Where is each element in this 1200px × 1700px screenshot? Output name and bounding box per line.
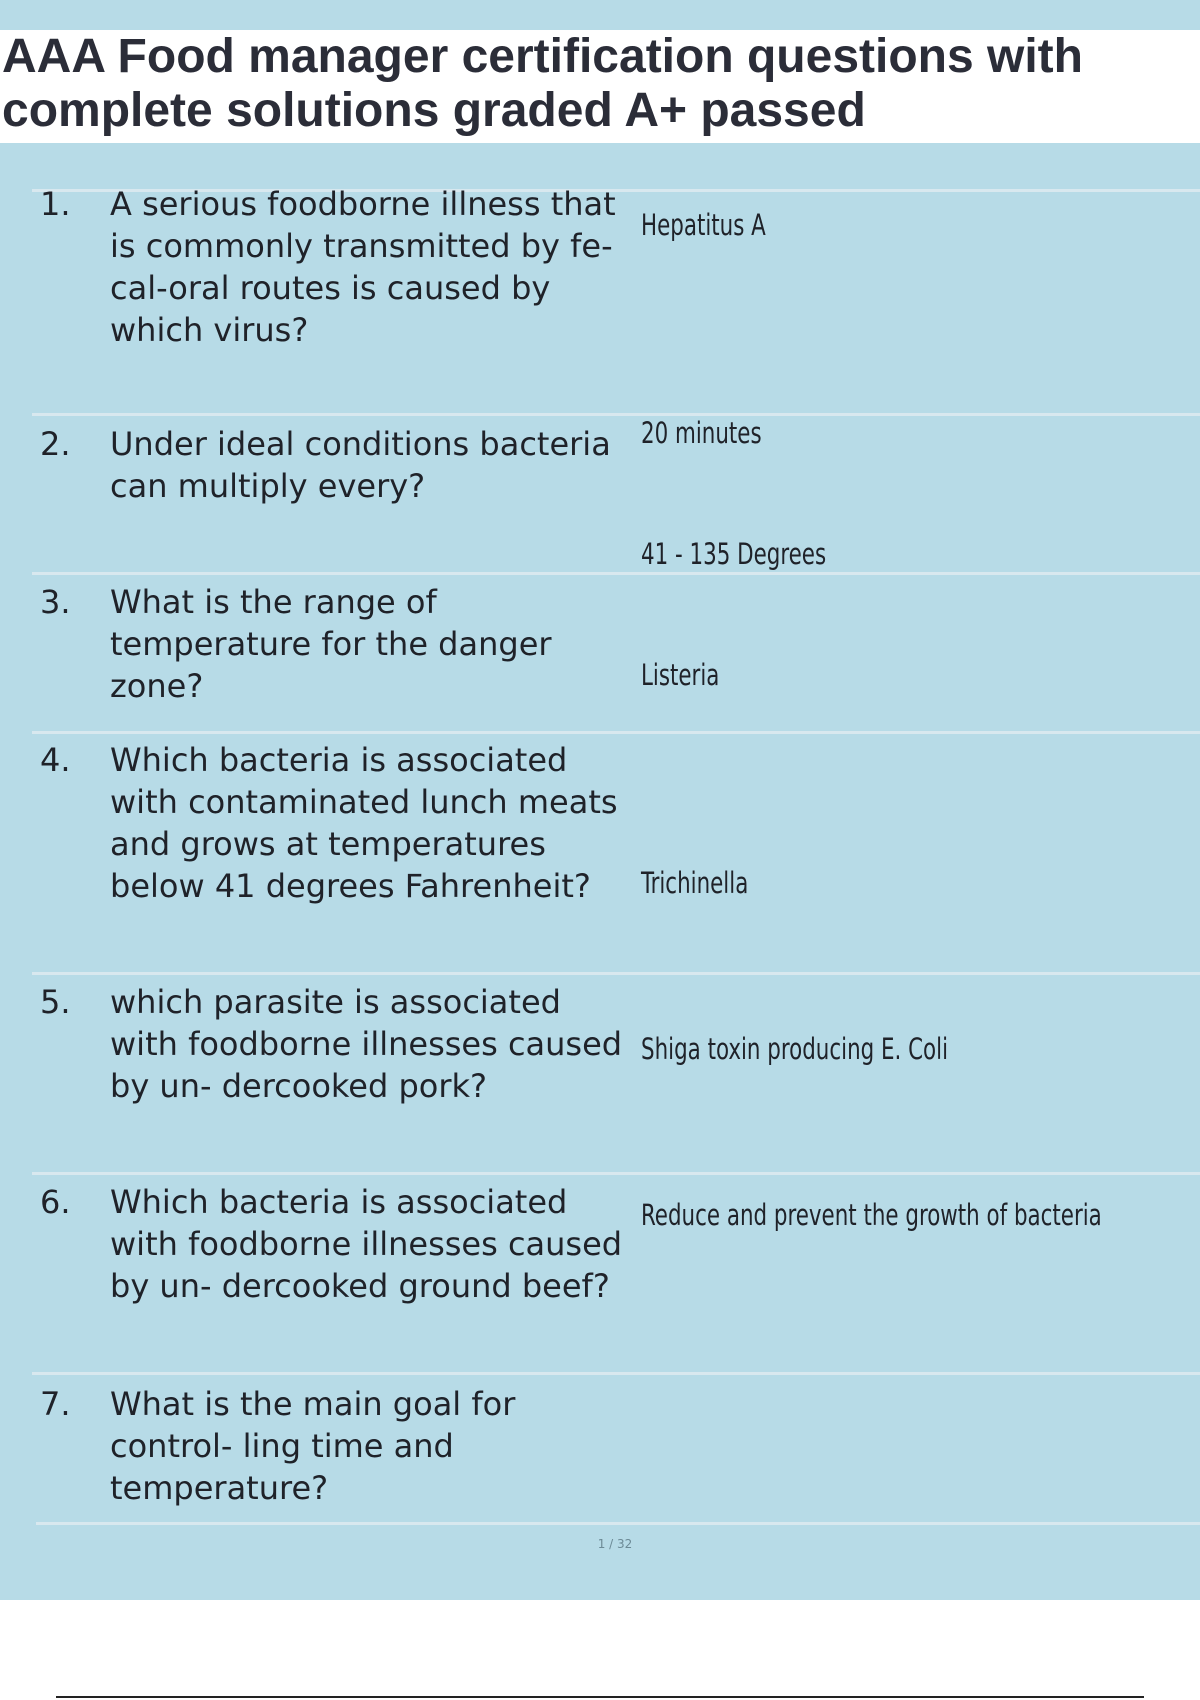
question-number: 1. xyxy=(40,185,71,223)
question-number: 2. xyxy=(40,425,71,463)
answer-text: 41 - 135 Degrees xyxy=(641,537,827,571)
row-divider xyxy=(36,1522,1200,1525)
question-number: 7. xyxy=(40,1385,71,1423)
question-text: which parasite is associated with foodborne illnesses caused by un- dercooked pork? xyxy=(110,983,623,1105)
question-text: Which bacteria is associated with contaminated lunch meats and grows at temperatures below 41 degrees Fahrenheit? xyxy=(110,741,618,905)
document-title: AAA Food manager certification questions with complete solutions graded A+ passed xyxy=(2,30,1083,137)
question-text: What is the main goal for control- ling time and temperature? xyxy=(110,1385,516,1507)
answer-text: Reduce and prevent the growth of bacteria xyxy=(641,1198,1102,1232)
answer-text: Hepatitus A xyxy=(641,208,766,242)
row-divider xyxy=(32,731,1200,734)
answer-text: 20 minutes xyxy=(641,416,762,450)
title-band xyxy=(0,30,1200,143)
question-number: 4. xyxy=(40,741,71,779)
question-number: 5. xyxy=(40,983,71,1021)
question-number: 6. xyxy=(40,1183,71,1221)
row-divider xyxy=(32,413,1200,416)
row-divider xyxy=(32,1172,1200,1175)
answer-text: Listeria xyxy=(641,658,720,692)
top-strip xyxy=(0,0,1200,30)
question-text: A serious foodborne illness that is commonly transmitted by fe- cal-oral routes is caused by which virus? xyxy=(110,185,616,349)
qa-panel xyxy=(0,143,1200,1600)
footer-rule xyxy=(56,1696,1144,1698)
row-divider xyxy=(32,1372,1200,1375)
answer-text: Shiga toxin producing E. Coli xyxy=(641,1032,949,1066)
answer-text: Trichinella xyxy=(641,866,749,900)
question-text: Which bacteria is associated with foodborne illnesses caused by un- dercooked ground beef? xyxy=(110,1183,623,1305)
page-number: 1 / 32 xyxy=(597,1537,633,1551)
question-text: Under ideal conditions bacteria can multiply every? xyxy=(110,425,611,505)
question-number: 3. xyxy=(40,583,71,621)
question-text: What is the range of temperature for the danger zone? xyxy=(110,583,552,705)
row-divider xyxy=(32,572,1200,575)
row-divider xyxy=(32,972,1200,975)
